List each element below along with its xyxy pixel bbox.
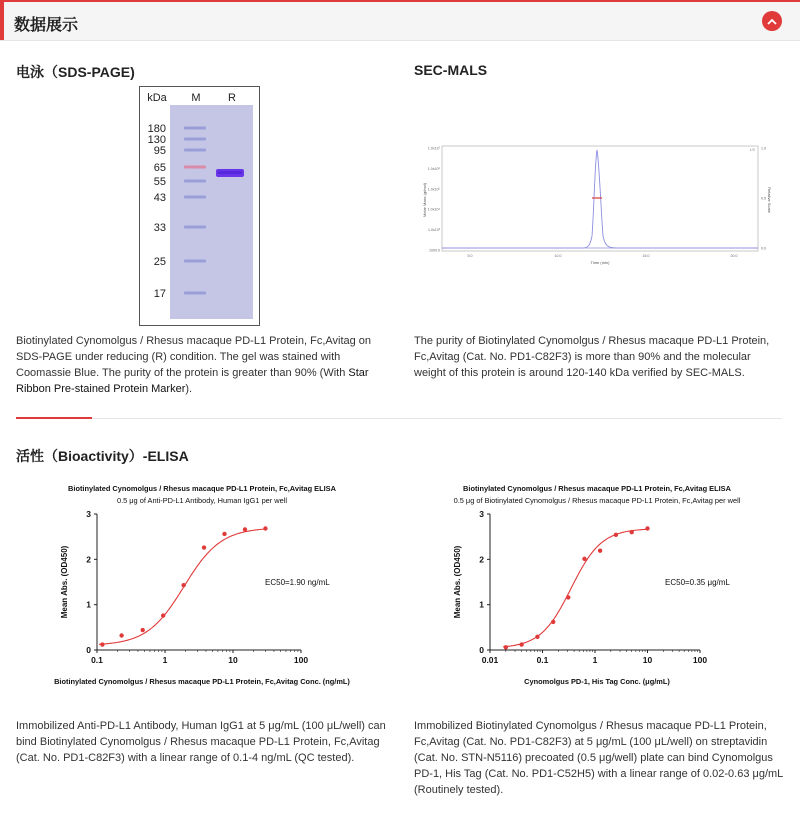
x-tick-label: 100 bbox=[692, 655, 708, 665]
collapse-button[interactable] bbox=[762, 11, 782, 31]
y-tick-label: 1 bbox=[86, 599, 91, 610]
sec-ls-trace bbox=[442, 150, 758, 248]
elisa-chart-2 bbox=[405, 478, 790, 693]
gel-marker-label: 33 bbox=[153, 222, 166, 234]
gel-marker-label: 130 bbox=[147, 134, 166, 146]
data-point bbox=[263, 526, 267, 530]
sds-page-description bbox=[16, 333, 386, 397]
fit-curve bbox=[503, 529, 648, 647]
section-divider-accent bbox=[16, 417, 92, 419]
gel-marker-label: 25 bbox=[153, 256, 166, 268]
y-tick-label: 2 bbox=[86, 554, 91, 565]
data-point bbox=[119, 633, 123, 637]
x-tick-label: 1 bbox=[592, 655, 598, 665]
gel-marker-band bbox=[184, 138, 206, 141]
sec-left-tick: 1.0x10⁴ bbox=[427, 207, 440, 212]
x-tick-label: 1 bbox=[162, 655, 168, 665]
x-tick-label: 100 bbox=[293, 655, 309, 665]
gel-marker-label: 180 bbox=[147, 123, 166, 135]
chevron-up-icon bbox=[767, 18, 777, 25]
sec-right-tick: 1.0 bbox=[761, 146, 766, 151]
x-tick-label: 10 bbox=[642, 655, 653, 665]
gel-marker-band bbox=[184, 149, 206, 152]
data-point bbox=[566, 595, 570, 599]
gel-marker-band bbox=[184, 127, 206, 130]
bioactivity-title: 活性（Bioactivity）-ELISA bbox=[16, 448, 189, 464]
sec-left-tick: 1.0x10⁷ bbox=[427, 146, 440, 151]
sec-mals-title: SEC-MALS bbox=[414, 62, 488, 78]
y-tick-label: 3 bbox=[479, 509, 484, 519]
data-point bbox=[535, 635, 539, 639]
gel-marker-label: 65 bbox=[153, 162, 166, 174]
y-axis-label: Mean Abs. (OD450) bbox=[60, 545, 69, 619]
y-axis-label: Mean Abs. (OD450) bbox=[453, 545, 462, 619]
sec-mals-description: The purity of Biotinylated Cynomolgus / Rhesus macaque PD-L1 Protein, Fc,Avitag (Cat. No. PD1-C82F3) is more than 90% and the molecular weight of this protein is around 120-140 kDa verified by SEC-MALS. bbox=[414, 335, 770, 379]
sds-desc-main: Biotinylated Cynomolgus / Rhesus macaque PD-L1 Protein, Fc,Avitag on SDS-PAGE under reducing (R) condition. The gel was stained with Coomassie Blue. The purity of the protein is greater than 90% (With bbox=[16, 335, 372, 379]
sec-right-tick: 0.0 bbox=[761, 246, 766, 251]
data-point bbox=[141, 628, 145, 632]
gel-lane-label-r: R bbox=[228, 92, 236, 104]
y-tick-label: 3 bbox=[86, 509, 91, 519]
marker-link[interactable]: Star Ribbon Pre-stained Protein Marker bbox=[16, 367, 369, 395]
sec-x-tick: 10.0 bbox=[554, 254, 562, 258]
data-point bbox=[614, 533, 618, 537]
x-tick-label: 0.1 bbox=[91, 655, 103, 665]
gel-lane-label-m: M bbox=[191, 92, 201, 104]
sec-ylabel-right: Relative Scale bbox=[767, 187, 772, 213]
x-axis-label: Biotinylated Cynomolgus / Rhesus macaque PD-L1 Protein, Fc,Avitag Conc. (ng/mL) bbox=[54, 677, 350, 686]
sec-legend: LS bbox=[750, 147, 755, 152]
data-point bbox=[598, 549, 602, 553]
y-tick-label: 0 bbox=[479, 645, 484, 655]
gel-marker-label: 95 bbox=[153, 145, 166, 157]
y-tick-label: 2 bbox=[479, 554, 484, 565]
gel-marker-band bbox=[184, 292, 206, 295]
sec-x-tick: 20.0 bbox=[730, 254, 738, 258]
section-header bbox=[0, 0, 800, 41]
gel-marker-band bbox=[184, 166, 206, 169]
x-tick-label: 0.1 bbox=[536, 655, 549, 665]
sec-left-tick: 1.0x10⁶ bbox=[427, 166, 440, 171]
gel-lane-label-kda: kDa bbox=[147, 92, 167, 104]
gel-marker-band bbox=[184, 226, 206, 229]
sec-x-tick: 5.0 bbox=[467, 254, 473, 258]
sec-mals-chart bbox=[412, 140, 772, 265]
data-point bbox=[181, 583, 185, 587]
gel-marker-label: 55 bbox=[153, 176, 166, 188]
gel-marker-band bbox=[184, 180, 206, 183]
data-point bbox=[551, 620, 555, 624]
data-point bbox=[504, 645, 508, 649]
elisa-1-description: Immobilized Anti-PD-L1 Antibody, Human IgG1 at 5 μg/mL (100 μL/well) can bind Biotinylated Cynomolgus / Rhesus macaque PD-L1 Protein, Fc,Avitag (Cat. No. PD1-C82F3) with a linear range of 0.1-4 ng/mL (QC tested). bbox=[16, 720, 386, 764]
sec-left-tick: 1.0x10³ bbox=[428, 228, 440, 233]
data-point bbox=[243, 527, 247, 531]
data-point bbox=[629, 530, 633, 534]
gel-marker-band bbox=[184, 260, 206, 263]
sec-left-tick: 1000.0 bbox=[429, 248, 440, 253]
x-tick-label: 0.01 bbox=[481, 655, 499, 665]
chart-subtitle: 0.5 μg of Anti-PD-L1 Antibody, Human IgG1 per well bbox=[116, 496, 288, 505]
data-point bbox=[645, 526, 649, 530]
section-divider bbox=[16, 418, 782, 419]
y-tick-label: 0 bbox=[86, 645, 91, 655]
ec50-annotation: EC50=0.35 μg/mL bbox=[665, 578, 730, 587]
elisa-2-description: Immobilized Biotinylated Cynomolgus / Rhesus macaque PD-L1 Protein, Fc,Avitag (Cat. No. PD1-C82F3) at 5 μg/mL (100 μL/well) on streptavidin (Cat. No. STN-N5116) precoated (0.5 μg/well) plate can bind Cynomolgus PD-1, His Tag (Cat. No. PD1-C52H5) with a linear range of 0.02-0.63 μg/mL (Routinely tested). bbox=[414, 720, 783, 796]
chart-title: Biotinylated Cynomolgus / Rhesus macaque PD-L1 Protein, Fc,Avitag ELISA bbox=[463, 484, 731, 493]
data-point bbox=[161, 613, 165, 617]
data-point bbox=[100, 642, 104, 646]
gel-marker-label: 43 bbox=[153, 192, 166, 204]
y-tick-label: 1 bbox=[479, 599, 484, 610]
sds-desc-end: ). bbox=[185, 383, 193, 395]
sds-page-title: 电泳（SDS-PAGE) bbox=[16, 64, 135, 80]
gel-marker-band bbox=[184, 196, 206, 199]
data-point bbox=[222, 532, 226, 536]
sec-ylabel-left: Molar Mass (g/mol) bbox=[422, 182, 427, 218]
ec50-annotation: EC50=1.90 ng/mL bbox=[265, 578, 330, 587]
data-point bbox=[582, 557, 586, 561]
header-accent bbox=[0, 2, 4, 40]
chart-title: Biotinylated Cynomolgus / Rhesus macaque PD-L1 Protein, Fc,Avitag ELISA bbox=[68, 484, 336, 493]
sec-right-tick: 0.5 bbox=[761, 196, 766, 201]
sec-x-tick: 15.0 bbox=[642, 254, 650, 258]
section-title: 数据展示 bbox=[14, 17, 79, 34]
x-axis-label: Cynomolgus PD-1, His Tag Conc. (μg/mL) bbox=[524, 677, 670, 686]
sec-left-tick: 1.0x10⁵ bbox=[427, 187, 440, 192]
data-point bbox=[202, 545, 206, 549]
sec-xlabel: Time (min) bbox=[590, 260, 610, 265]
sds-page-gel-image bbox=[139, 86, 260, 326]
data-point bbox=[519, 642, 523, 646]
gel-marker-label: 17 bbox=[153, 288, 166, 300]
x-tick-label: 10 bbox=[228, 655, 238, 665]
chart-subtitle: 0.5 μg of Biotinylated Cynomolgus / Rhesus macaque PD-L1 Protein, Fc,Avitag per well bbox=[453, 496, 741, 505]
elisa-chart-1 bbox=[10, 478, 395, 693]
